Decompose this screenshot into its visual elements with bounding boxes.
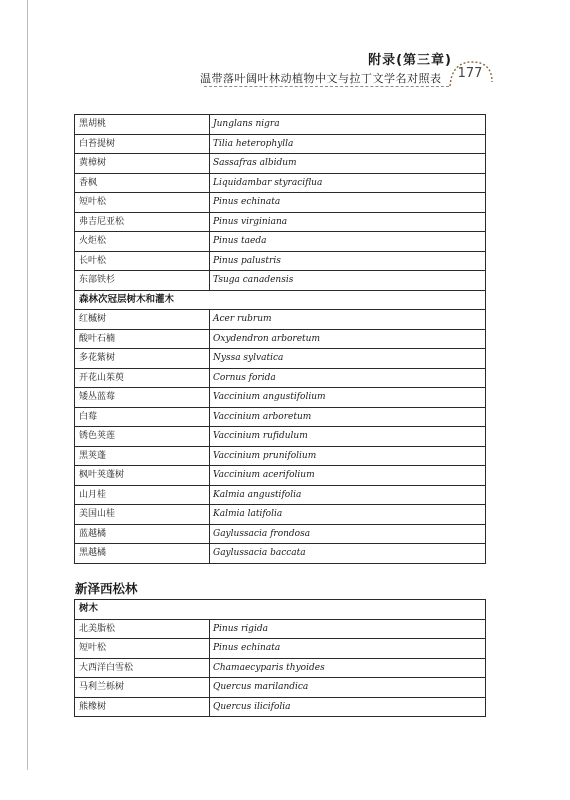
chinese-name-cell: 黑荚蓬: [75, 446, 210, 466]
latin-name-cell: Tsuga canadensis: [210, 271, 486, 291]
latin-name-cell: Vaccinium angustifolium: [210, 388, 486, 408]
table-row: [75, 173, 486, 193]
table-row: [75, 658, 486, 678]
table-section-row: [75, 600, 486, 620]
chinese-name-cell: 山月桂: [75, 485, 210, 505]
latin-name-cell: Quercus ilicifolia: [210, 697, 486, 717]
latin-name-cell: Chamaecyparis thyoides: [210, 658, 486, 678]
chinese-name-cell: 美国山桂: [75, 505, 210, 525]
chinese-name-cell: 短叶松: [75, 193, 210, 213]
latin-name-cell: Nyssa sylvatica: [210, 349, 486, 369]
latin-name-cell: Pinus taeda: [210, 232, 486, 252]
latin-name-cell: Vaccinium arboretum: [210, 407, 486, 427]
chinese-name-cell: 白莓: [75, 407, 210, 427]
table-row: [75, 697, 486, 717]
running-header-subtitle: 温带落叶阔叶林动植物中文与拉丁文学名对照表: [200, 72, 442, 85]
table-row: [75, 524, 486, 544]
chinese-name-cell: 红槭树: [75, 310, 210, 330]
latin-name-cell: Vaccinium prunifolium: [210, 446, 486, 466]
species-table-pine-barrens: [74, 599, 486, 717]
chinese-name-cell: 长叶松: [75, 251, 210, 271]
chinese-name-cell: 锈色荚莲: [75, 427, 210, 447]
latin-name-cell: Tilia heterophylla: [210, 134, 486, 154]
latin-name-cell: Cornus forida: [210, 368, 486, 388]
chinese-name-cell: 火炬松: [75, 232, 210, 252]
chinese-name-cell: 香枫: [75, 173, 210, 193]
table-row: [75, 619, 486, 639]
latin-name-cell: Liquidambar styraciflua: [210, 173, 486, 193]
chinese-name-cell: 枫叶荚蓬树: [75, 466, 210, 486]
table-row: [75, 427, 486, 447]
table-row: [75, 446, 486, 466]
table-row: [75, 639, 486, 659]
latin-name-cell: Quercus marilandica: [210, 678, 486, 698]
table-row: [75, 388, 486, 408]
chinese-name-cell: 白苔提树: [75, 134, 210, 154]
table-row: [75, 407, 486, 427]
species-table-forest: [74, 114, 486, 564]
latin-name-cell: Oxydendron arboretum: [210, 329, 486, 349]
latin-name-cell: Acer rubrum: [210, 310, 486, 330]
chinese-name-cell: 蓝越橘: [75, 524, 210, 544]
table-section-heading: 森林次冠层树木和灌木: [75, 290, 486, 310]
latin-name-cell: Vaccinium rufidulum: [210, 427, 486, 447]
chinese-name-cell: 短叶松: [75, 639, 210, 659]
table-row: [75, 349, 486, 369]
table-row: [75, 232, 486, 252]
latin-name-cell: Gaylussacia baccata: [210, 544, 486, 564]
latin-name-cell: Gaylussacia frondosa: [210, 524, 486, 544]
latin-name-cell: Pinus rigida: [210, 619, 486, 639]
table-row: [75, 485, 486, 505]
table-row: [75, 368, 486, 388]
table-row: [75, 154, 486, 174]
page-number: 177: [457, 66, 483, 81]
latin-name-cell: Sassafras albidum: [210, 154, 486, 174]
table-row: [75, 212, 486, 232]
latin-name-cell: Vaccinium acerifolium: [210, 466, 486, 486]
latin-name-cell: Junglans nigra: [210, 115, 486, 135]
table-section-row: [75, 290, 486, 310]
table-row: [75, 678, 486, 698]
table-row: [75, 251, 486, 271]
chinese-name-cell: 北美脂松: [75, 619, 210, 639]
latin-name-cell: Pinus echinata: [210, 639, 486, 659]
page-edge-line: [27, 0, 28, 770]
table-row: [75, 193, 486, 213]
chinese-name-cell: 酸叶石楠: [75, 329, 210, 349]
section-title-pine-barrens: 新泽西松林: [75, 581, 138, 596]
chinese-name-cell: 开花山茱萸: [75, 368, 210, 388]
chapter-heading: 附录(第三章): [368, 53, 452, 68]
table-row: [75, 134, 486, 154]
chinese-name-cell: 熊橡树: [75, 697, 210, 717]
table-row: [75, 544, 486, 564]
chinese-name-cell: 多花紫树: [75, 349, 210, 369]
chinese-name-cell: 东部铁杉: [75, 271, 210, 291]
latin-name-cell: Pinus virginiana: [210, 212, 486, 232]
chinese-name-cell: 黄樟树: [75, 154, 210, 174]
table-row: [75, 115, 486, 135]
chinese-name-cell: 弗吉尼亚松: [75, 212, 210, 232]
latin-name-cell: Kalmia angustifolia: [210, 485, 486, 505]
page-number-badge: [448, 60, 494, 88]
table-row: [75, 466, 486, 486]
table-row: [75, 271, 486, 291]
chinese-name-cell: 黑胡桃: [75, 115, 210, 135]
chinese-name-cell: 马利兰栎树: [75, 678, 210, 698]
header-dashed-rule: [204, 86, 449, 87]
latin-name-cell: Pinus echinata: [210, 193, 486, 213]
table-row: [75, 329, 486, 349]
table-section-heading: 树木: [75, 600, 486, 620]
table-row: [75, 310, 486, 330]
table-row: [75, 505, 486, 525]
latin-name-cell: Kalmia latifolia: [210, 505, 486, 525]
chinese-name-cell: 大西洋白雪松: [75, 658, 210, 678]
chinese-name-cell: 黑越橘: [75, 544, 210, 564]
latin-name-cell: Pinus palustris: [210, 251, 486, 271]
chinese-name-cell: 矮丛蓝莓: [75, 388, 210, 408]
